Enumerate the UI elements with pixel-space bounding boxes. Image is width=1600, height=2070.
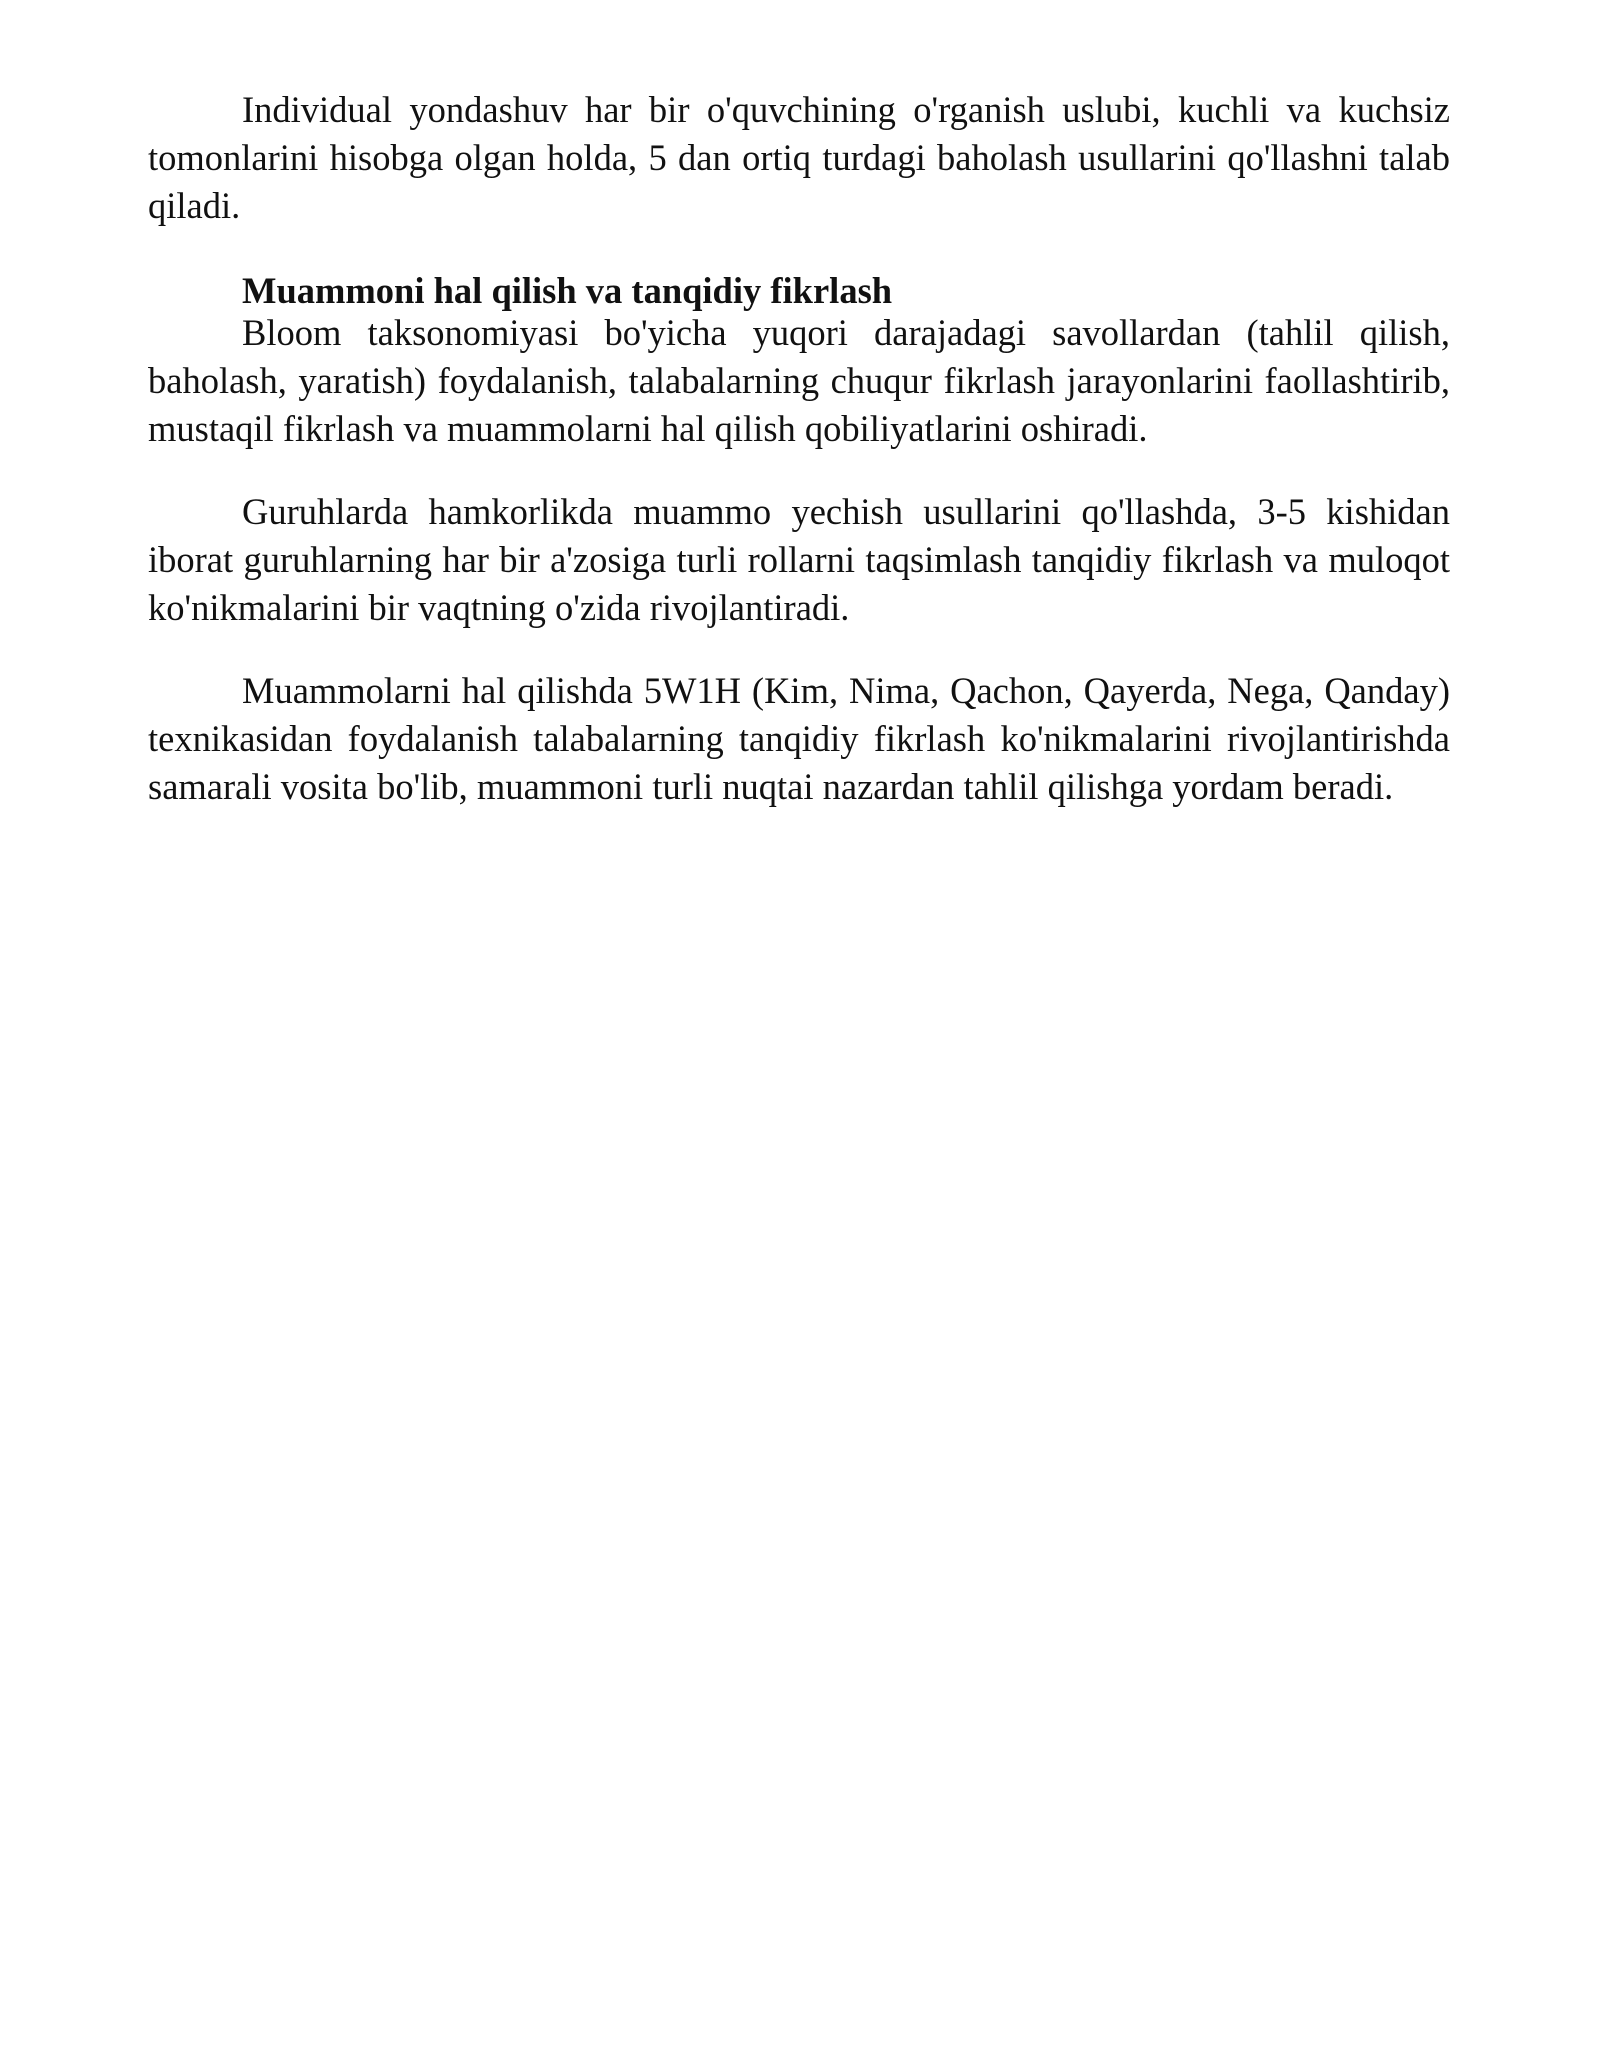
paragraph-5w1h-technique: Muammolarni hal qilishda 5W1H (Kim, Nima, Qachon, Qayerda, Nega, Qanday) texnikasidan foydalanish talabalarning tanqidiy fikrlash ko'nikmalarini rivojlantirishda samarali vosita bo'lib, muammoni turli nuqtai nazardan tahlil qilishga yordam beradi. [148, 670, 1450, 807]
paragraph-individual-approach: Individual yondashuv har bir o'quvchining o'rganish uslubi, kuchli va kuchsiz tomonlarini hisobga olgan holda, 5 dan ortiq turdagi baholash usullarini qo'llashni talab qiladi. [148, 89, 1450, 226]
section-heading: Muammoni hal qilish va tanqidiy fikrlash [242, 270, 893, 311]
document-body [148, 86, 1450, 811]
paragraph-bloom-taxonomy: Bloom taksonomiyasi bo'yicha yuqori darajadagi savollardan (tahlil qilish, baholash, yaratish) foydalanish, talabalarning chuqur fikrlash jarayonlarini faollashtirib, mustaqil fikrlash va muammolarni hal qilish qobiliyatlarini oshiradi. [148, 312, 1450, 449]
paragraph-group-collaboration: Guruhlarda hamkorlikda muammo yechish usullarini qo'llashda, 3-5 kishidan iborat guruhlarning har bir a'zosiga turli rollarni taqsimlash tanqidiy fikrlash va muloqot ko'nikmalarini bir vaqtning o'zida rivojlantiradi. [148, 491, 1450, 628]
